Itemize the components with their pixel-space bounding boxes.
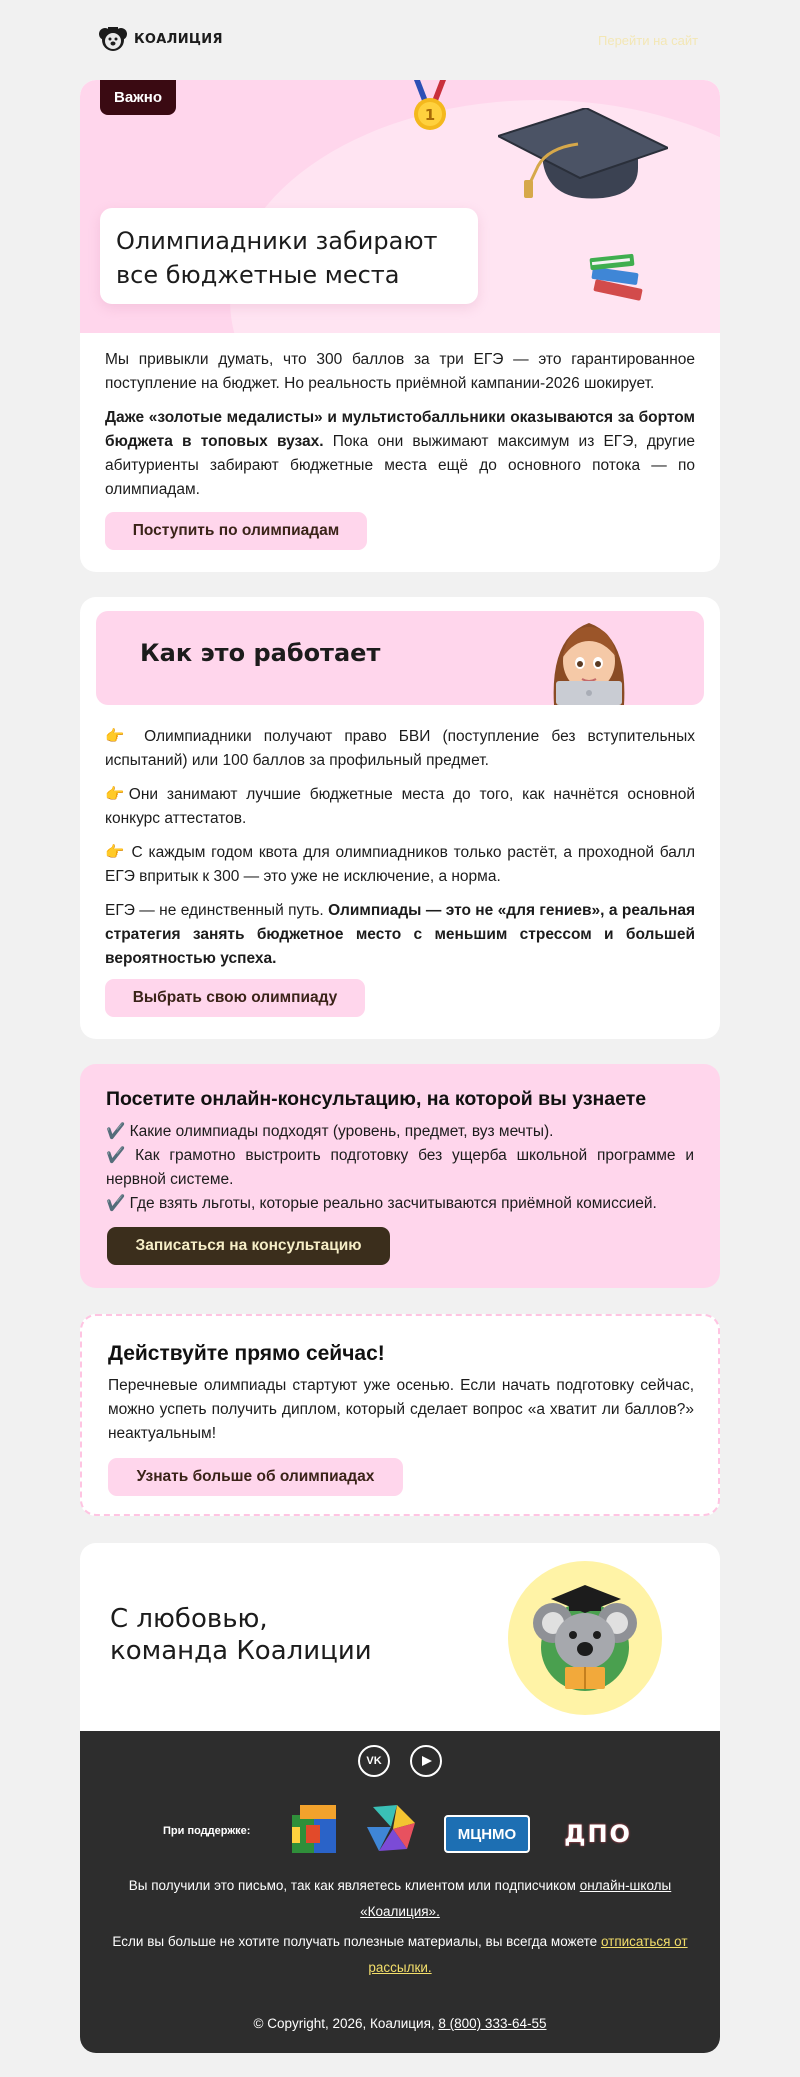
signature-block bbox=[80, 1543, 720, 1731]
medal-number: 1 bbox=[424, 106, 436, 124]
play-icon bbox=[419, 1755, 433, 1767]
check-icon: ✔️ bbox=[106, 1147, 126, 1164]
footer-unsubscribe: Если вы больше не хотите получать полезные материалы, вы всегда можете отписаться от рассылки. bbox=[112, 1934, 688, 1975]
books-icon bbox=[588, 248, 648, 304]
act-now-block bbox=[80, 1314, 720, 1516]
how-paragraph-normal: ЕГЭ — не единственный путь. bbox=[105, 902, 329, 919]
consultation-title: Посетите онлайн-консультацию, на которой вы узнаете bbox=[106, 1088, 647, 1110]
how-paragraph-bold: Олимпиады — это не «для гениев», а реальная стратегия занять бюджетное место с меньшим стрессом и большей вероятностью успеха. bbox=[105, 902, 695, 967]
consultation-item-3: ✔️ Где взять льготы, которые реально засчитываются приёмной комиссией. bbox=[106, 1195, 657, 1212]
signature-line-1: С любовью, bbox=[110, 1604, 268, 1634]
support-label: При поддержке: bbox=[163, 1825, 251, 1837]
logo[interactable] bbox=[98, 24, 223, 54]
how-title: Как это работает bbox=[140, 639, 381, 667]
vk-icon[interactable]: VK bbox=[358, 1745, 390, 1777]
act-now-text: Перечневые олимпиады стартуют уже осенью. Если начать подготовку сейчас, можно успеть получить диплом, который сделает вопрос «а хватит ли баллов?» неактуальным! bbox=[108, 1377, 694, 1442]
act-now-title: Действуйте прямо сейчас! bbox=[108, 1342, 385, 1365]
youtube-icon[interactable] bbox=[410, 1745, 442, 1777]
footer bbox=[80, 1731, 720, 2053]
unsubscribe-link[interactable]: отписаться от рассылки. bbox=[368, 1934, 688, 1975]
medal-icon bbox=[410, 80, 450, 132]
hero-paragraph-1: Мы привыкли думать, что 300 баллов за три ЕГЭ — это гарантированное поступление на бюджет. Но реальность приёмной кампании-2026 шокирует. bbox=[105, 351, 695, 392]
hero-paragraph-2 bbox=[105, 406, 695, 502]
hero-paragraph-2-rest: Пока они выжимают максимум из ЕГЭ, другие абитуриенты забирают бюджетные места ещё до основного потока — по олимпиадам. bbox=[105, 433, 695, 498]
choose-olympiad-button[interactable]: Выбрать свою олимпиаду bbox=[105, 979, 365, 1017]
how-item-1: 👉 Олимпиадники получают право БВИ (поступление без вступительных испытаний) или 100 баллов за профильный предмет. bbox=[105, 728, 695, 769]
consultation-block bbox=[80, 1064, 720, 1288]
how-item-2: 👉Они занимают лучшие бюджетные места до того, как начнётся основной конкурс аттестатов. bbox=[105, 786, 695, 827]
footer-notice: Вы получили это письмо, так как являетесь клиентом или подписчиком онлайн-школы «Коалиция». bbox=[128, 1878, 672, 1919]
hero-banner bbox=[80, 80, 720, 333]
phone-link[interactable]: 8 (800) 333-64-55 bbox=[438, 2016, 547, 2031]
learn-more-olympiad-button[interactable]: Узнать больше об олимпиадах bbox=[108, 1458, 403, 1496]
signup-consultation-button[interactable]: Записаться на консультацию bbox=[107, 1227, 390, 1265]
consultation-item-1: ✔️ Какие олимпиады подходят (уровень, предмет, вуз мечты). bbox=[106, 1123, 554, 1140]
footer-copyright: © Copyright, 2026, Коалиция, 8 (800) 333-64-55 bbox=[253, 2016, 547, 2031]
school-link[interactable]: онлайн-школы «Коалиция». bbox=[360, 1878, 672, 1919]
girl-laptop-avatar bbox=[546, 617, 632, 705]
how-paragraph bbox=[105, 899, 695, 971]
how-it-works-card bbox=[80, 597, 720, 1039]
apply-olympiad-button[interactable]: Поступить по олимпиадам bbox=[105, 512, 367, 550]
signature-text bbox=[110, 1603, 372, 1667]
how-item-3: 👉 С каждым годом квота для олимпиадников только растёт, а проходной балл ЕГЭ впритык к 300 — это уже не исключение, а норма. bbox=[105, 844, 695, 885]
koala-mascot-circle bbox=[508, 1561, 662, 1715]
check-icon: ✔️ bbox=[106, 1195, 126, 1212]
logo-text: КОАЛИЦИЯ bbox=[134, 31, 223, 47]
mcnmo-logo: МЦНМО bbox=[444, 1815, 530, 1853]
graduation-cap-icon bbox=[498, 108, 668, 218]
koala-logo-icon bbox=[98, 24, 128, 54]
consultation-item-2: ✔️ Как грамотно выстроить подготовку без ущерба школьной программе и нервной системе. bbox=[106, 1147, 694, 1188]
how-banner bbox=[96, 611, 704, 705]
partner-logo-blocks bbox=[286, 1801, 342, 1857]
hero-paragraph-2-bold: Даже «золотые медалисты» и мультистобалльники оказываются за бортом бюджета в топовых вузах. bbox=[105, 409, 695, 450]
important-tag: Важно bbox=[100, 80, 176, 115]
check-icon: ✔️ bbox=[106, 1123, 126, 1140]
hero-title-box bbox=[100, 208, 478, 304]
signature-line-2: команда Коалиции bbox=[110, 1636, 372, 1666]
koala-mascot-icon bbox=[525, 1575, 645, 1701]
goto-site-link[interactable]: Перейти на сайт bbox=[598, 33, 699, 48]
partner-logo-star bbox=[363, 1801, 419, 1857]
hero-title: Олимпиадники забирают все бюджетные места bbox=[116, 227, 438, 289]
dpo-logo: ДПО bbox=[564, 1820, 632, 1848]
hero-card bbox=[80, 80, 720, 572]
